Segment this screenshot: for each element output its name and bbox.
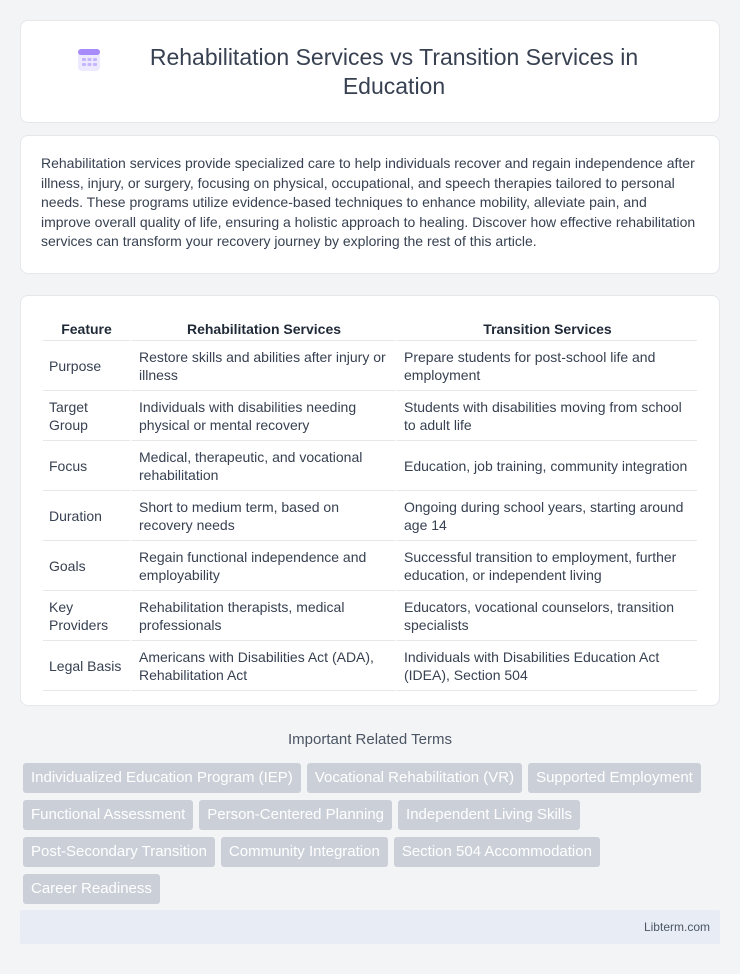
row-rehabilitation: Medical, therapeutic, and vocational rehabilitation [130,441,395,491]
comparison-table [43,316,697,691]
related-term-tag[interactable]: Section 504 Accommodation [394,837,600,867]
related-term-tag[interactable]: Independent Living Skills [398,800,580,830]
footer-site-link[interactable]: Libterm.com [643,920,710,934]
intro-paragraph: Rehabilitation services provide specialized care to help individuals recover and regain independence after illness, injury, or surgery, focusing on physical, occupational, and speech therapies tailored to personal needs. These programs utilize evidence-based techniques to enhance mobility, alleviate pain, and improve overall quality of life, ensuring a holistic approach to healing. Discover how effective rehabilitation services can transform your recovery journey by exploring the rest of this article. [41,155,696,250]
related-term-tag[interactable]: Individualized Education Program (IEP) [23,763,301,793]
related-terms-title: Important Related Terms [288,731,452,748]
row-rehabilitation: Short to medium term, based on recovery needs [130,491,395,541]
table-grid-icon [76,47,102,73]
row-transition: Ongoing during school years, starting around age 14 [395,491,697,541]
row-feature: Purpose [43,341,130,391]
table-row [43,391,697,441]
page-title: Rehabilitation Services vs Transition Services in Education [149,43,639,99]
row-rehabilitation: Rehabilitation therapists, medical professionals [130,591,395,641]
table-row [43,441,697,491]
row-transition: Education, job training, community integration [395,441,697,491]
row-rehabilitation: Americans with Disabilities Act (ADA), Rehabilitation Act [130,641,395,691]
related-term-tag[interactable]: Supported Employment [528,763,701,793]
row-rehabilitation: Individuals with disabilities needing physical or mental recovery [130,391,395,441]
footer-bar [20,910,720,944]
row-feature: Key Providers [43,591,130,641]
related-term-tag[interactable]: Career Readiness [23,874,160,904]
row-rehabilitation: Regain functional independence and employability [130,541,395,591]
related-terms-section [20,730,720,904]
related-term-tag[interactable]: Community Integration [221,837,388,867]
related-term-tag[interactable]: Functional Assessment [23,800,193,830]
header-feature: Feature [43,316,130,341]
header-inner [76,43,664,101]
related-term-tag[interactable]: Vocational Rehabilitation (VR) [307,763,522,793]
header-rehabilitation: Rehabilitation Services [130,316,395,341]
related-term-tag[interactable]: Person-Centered Planning [199,800,392,830]
row-transition: Successful transition to employment, further education, or independent living [395,541,697,591]
table-row [43,491,697,541]
related-term-tag[interactable]: Post-Secondary Transition [23,837,215,867]
intro-card [20,135,720,274]
comparison-table-card [20,295,720,706]
table-row [43,341,697,391]
row-feature: Legal Basis [43,641,130,691]
row-transition: Educators, vocational counselors, transition specialists [395,591,697,641]
header-card [20,20,720,123]
row-feature: Duration [43,491,130,541]
row-transition: Prepare students for post-school life and employment [395,341,697,391]
row-feature: Goals [43,541,130,591]
row-transition: Students with disabilities moving from school to adult life [395,391,697,441]
table-row [43,591,697,641]
row-feature: Target Group [43,391,130,441]
table-header-row [43,316,697,341]
row-transition: Individuals with Disabilities Education Act (IDEA), Section 504 [395,641,697,691]
table-row [43,541,697,591]
row-rehabilitation: Restore skills and abilities after injury or illness [130,341,395,391]
table-row [43,641,697,691]
related-terms-tags [20,763,720,904]
header-transition: Transition Services [395,316,697,341]
row-feature: Focus [43,441,130,491]
